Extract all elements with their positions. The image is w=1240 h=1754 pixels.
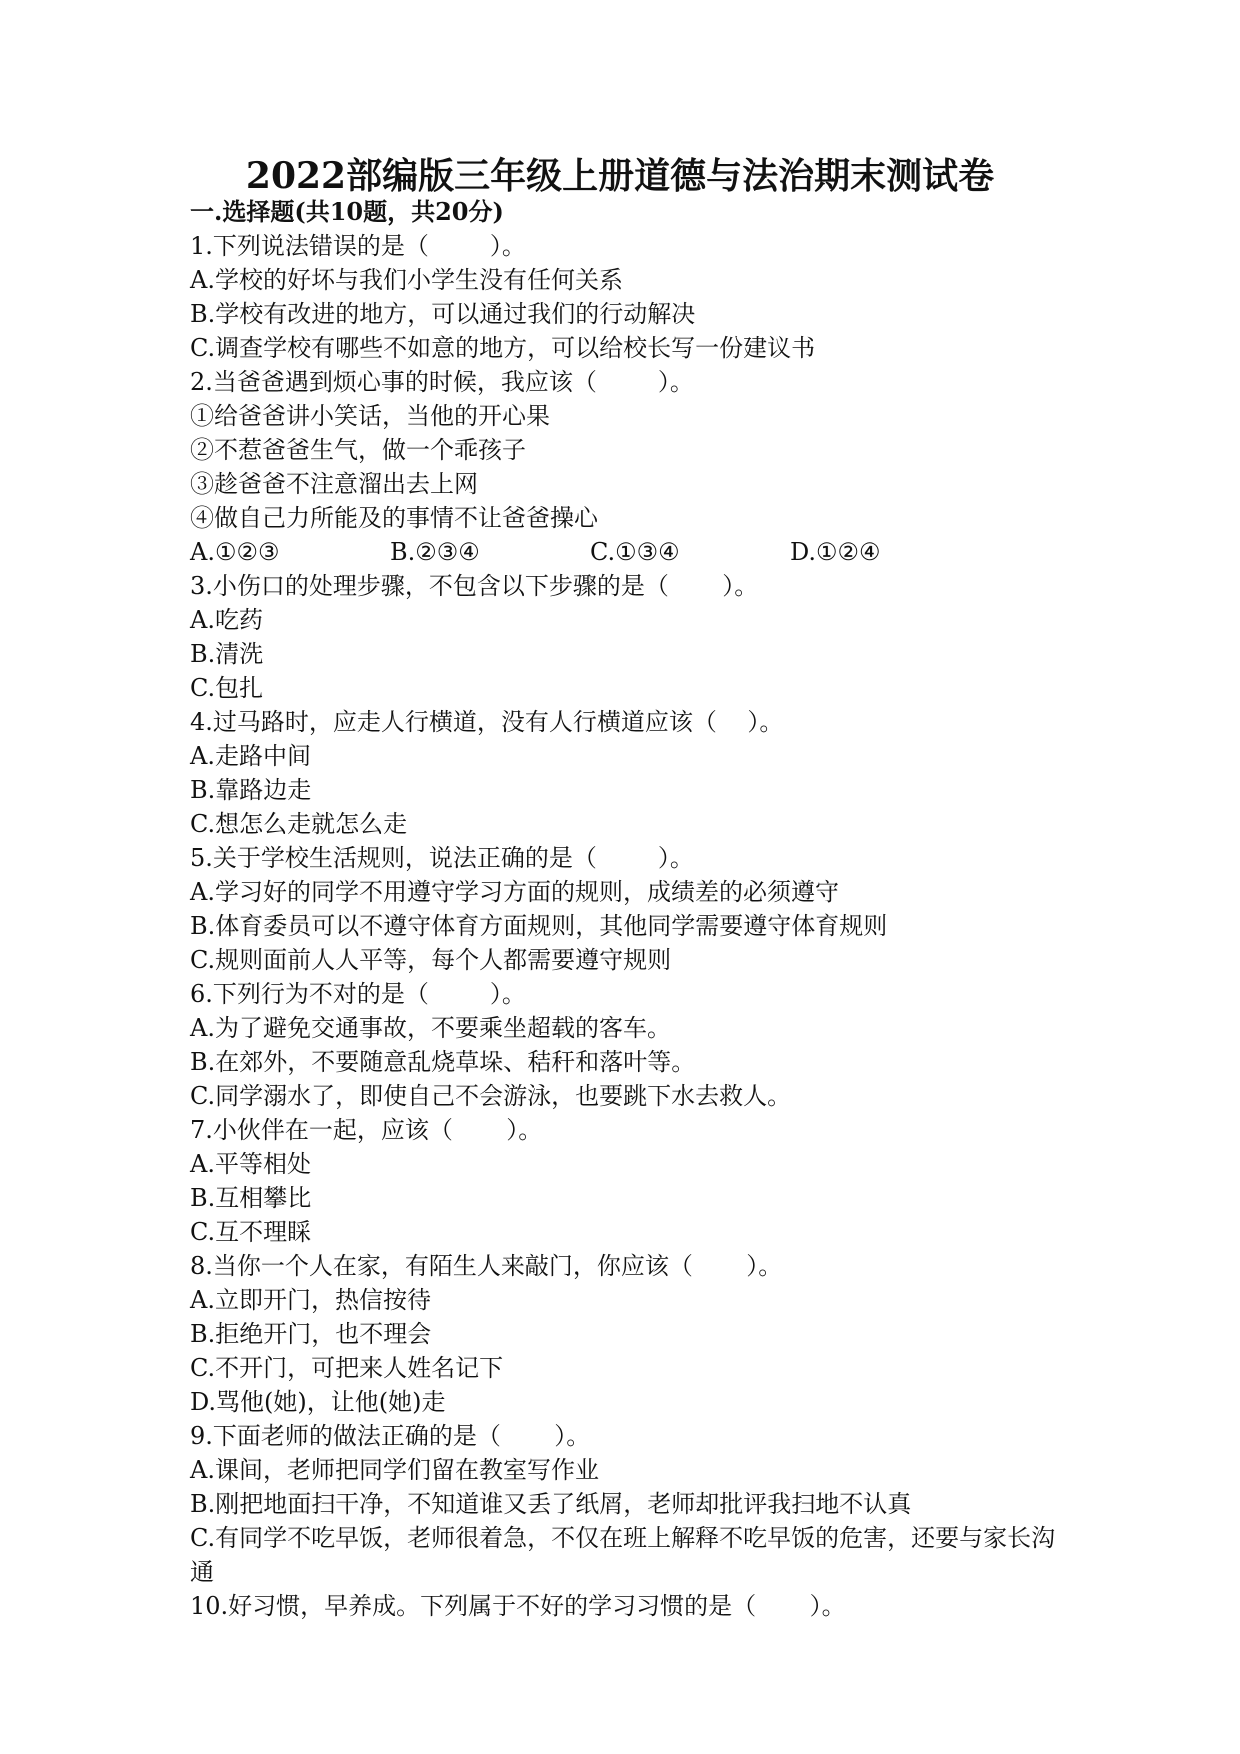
question-4-option-b: B.靠路边走 [190,776,312,804]
question-4-option-a: A.走路中间 [190,742,311,770]
question-7-option-b: B.互相攀比 [190,1184,312,1212]
question-5-option-a: A.学习好的同学不用遵守学习方面的规则，成绩差的必须遵守 [190,878,839,906]
question-2-item-3: ③趁爸爸不注意溜出去上网 [190,470,478,498]
question-3-option-c: C.包扎 [190,674,264,702]
question-6-option-c: C.同学溺水了，即使自己不会游泳，也要跳下水去救人。 [190,1082,792,1110]
question-8-option-b: B.拒绝开门，也不理会 [190,1320,432,1348]
question-9-option-b: B.刚把地面扫干净，不知道谁又丢了纸屑，老师却批评我扫地不认真 [190,1490,912,1518]
question-1-option-a: A.学校的好坏与我们小学生没有任何关系 [190,266,623,294]
question-2-option-c: C.①③④ [590,538,680,566]
question-2-options [190,535,1070,569]
question-6-option-a: A.为了避免交通事故，不要乘坐超载的客车。 [190,1014,671,1042]
question-3-option-a: A.吃药 [190,606,263,634]
question-8-stem: 8.当你一个人在家，有陌生人来敲门，你应该（ ）。 [190,1252,783,1280]
question-2-item-1: ①给爸爸讲小笑话，当他的开心果 [190,402,550,430]
question-8-option-c: C.不开门，可把来人姓名记下 [190,1354,504,1382]
question-6-stem: 6.下列行为不对的是（ ）。 [190,980,526,1008]
page-title: 2022部编版三年级上册道德与法治期末测试卷 [245,155,995,197]
question-7-option-c: C.互不理睬 [190,1218,312,1246]
question-4-option-c: C.想怎么走就怎么走 [190,810,408,838]
question-2-option-b: B.②③④ [390,538,480,566]
question-6-option-b: B.在郊外，不要随意乱烧草垛、秸秆和落叶等。 [190,1048,696,1076]
question-3-stem: 3.小伤口的处理步骤，不包含以下步骤的是（ ）。 [190,572,759,600]
question-2-option-d: D.①②④ [790,538,881,566]
question-8-option-d: D.骂他(她)，让他(她)走 [190,1388,446,1416]
question-2-option-a: A.①②③ [190,538,280,566]
question-8-option-a: A.立即开门，热信按待 [190,1286,431,1314]
question-7-stem: 7.小伙伴在一起，应该（ ）。 [190,1116,543,1144]
question-9-option-a: A.课间，老师把同学们留在教室写作业 [190,1456,599,1484]
question-1-option-c: C.调查学校有哪些不如意的地方，可以给校长写一份建议书 [190,334,816,362]
question-9-stem: 9.下面老师的做法正确的是（ ）。 [190,1422,591,1450]
question-2-item-4: ④做自己力所能及的事情不让爸爸操心 [190,504,598,532]
question-5-stem: 5.关于学校生活规则，说法正确的是（ ）。 [190,844,694,872]
question-5-option-b: B.体育委员可以不遵守体育方面规则，其他同学需要遵守体育规则 [190,912,888,940]
question-1-stem: 1.下列说法错误的是（ ）。 [190,232,526,260]
question-list [190,195,1070,1623]
question-4-stem: 4.过马路时，应走人行横道，没有人行横道应该（ ）。 [190,708,784,736]
question-2-stem: 2.当爸爸遇到烦心事的时候，我应该（ ）。 [190,368,694,396]
question-2-item-2: ②不惹爸爸生气，做一个乖孩子 [190,436,526,464]
question-3-option-b: B.清洗 [190,640,264,668]
question-7-option-a: A.平等相处 [190,1150,311,1178]
question-1-option-b: B.学校有改进的地方，可以通过我们的行动解决 [190,300,696,328]
section-heading: 一.选择题(共10题，共20分) [190,197,504,226]
question-10-stem: 10.好习惯，早养成。下列属于不好的学习习惯的是（ ）。 [190,1592,846,1620]
question-5-option-c: C.规则面前人人平等，每个人都需要遵守规则 [190,946,672,974]
question-9-option-c: C.有同学不吃早饭，老师很着急，不仅在班上解释不吃早饭的危害，还要与家长沟通 [190,1524,1056,1586]
